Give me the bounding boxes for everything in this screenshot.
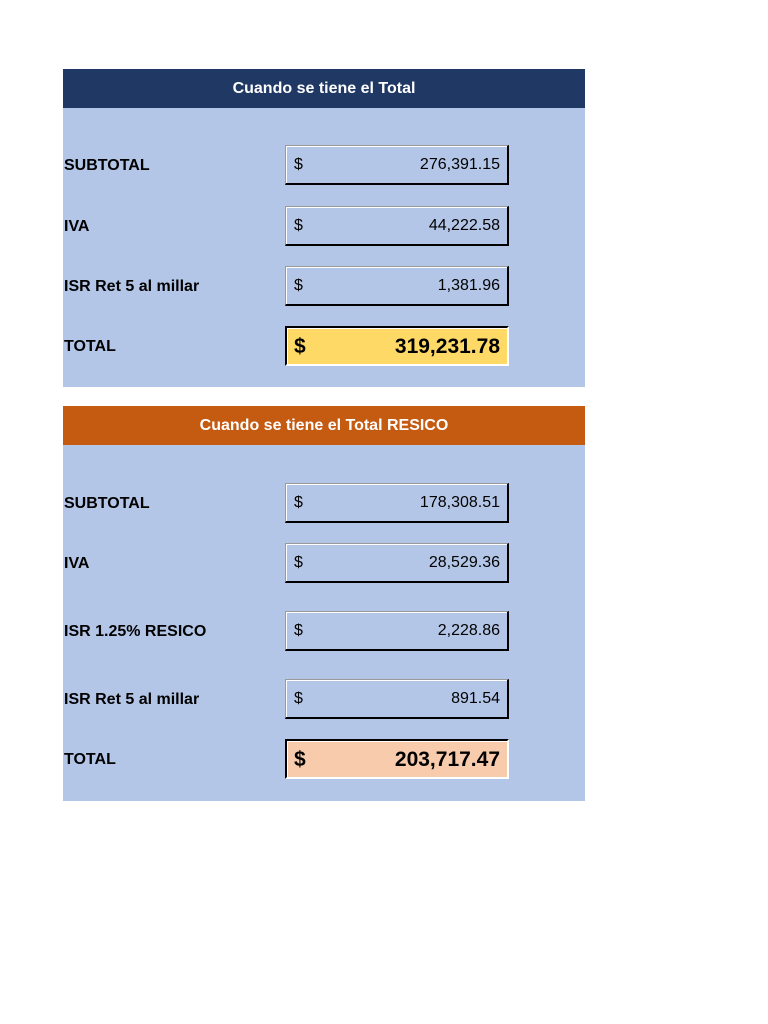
- currency-symbol: $: [294, 622, 303, 639]
- isr-resico-value: 2,228.86: [437, 622, 500, 639]
- subtotal-value: 276,391.15: [419, 156, 500, 173]
- total-calculation-section: [63, 69, 585, 387]
- isr-ret-cell[interactable]: [285, 266, 509, 306]
- total-label: TOTAL: [64, 751, 116, 768]
- subtotal-label: SUBTOTAL: [64, 157, 150, 174]
- isr-ret-value: 891.54: [451, 690, 500, 707]
- total-row: [63, 326, 585, 368]
- isr-resico-cell[interactable]: [285, 611, 509, 651]
- iva-cell[interactable]: [285, 543, 509, 583]
- isr-ret-row: [63, 679, 585, 721]
- isr-ret-cell[interactable]: [285, 679, 509, 719]
- currency-symbol: $: [294, 277, 303, 294]
- currency-symbol: $: [294, 156, 303, 173]
- isr-resico-label: ISR 1.25% RESICO: [64, 623, 207, 640]
- section-header-total: Cuando se tiene el Total: [63, 69, 585, 108]
- currency-symbol: $: [294, 217, 303, 234]
- iva-value: 28,529.36: [428, 554, 500, 571]
- isr-ret-value: 1,381.96: [437, 277, 500, 294]
- iva-label: IVA: [64, 555, 90, 572]
- total-cell[interactable]: [285, 326, 509, 366]
- currency-symbol: $: [294, 335, 306, 358]
- subtotal-value: 178,308.51: [419, 494, 500, 511]
- subtotal-cell[interactable]: [285, 145, 509, 185]
- iva-cell[interactable]: [285, 206, 509, 246]
- subtotal-label: SUBTOTAL: [64, 495, 150, 512]
- currency-symbol: $: [294, 494, 303, 511]
- currency-symbol: $: [294, 554, 303, 571]
- total-value: 319,231.78: [394, 335, 500, 358]
- isr-resico-row: [63, 611, 585, 653]
- section-header-resico: Cuando se tiene el Total RESICO: [63, 406, 585, 445]
- isr-ret-label: ISR Ret 5 al millar: [64, 691, 200, 708]
- iva-value: 44,222.58: [428, 217, 500, 234]
- iva-row: [63, 206, 585, 248]
- total-label: TOTAL: [64, 338, 116, 355]
- subtotal-row: [63, 145, 585, 187]
- isr-ret-row: [63, 266, 585, 308]
- isr-ret-label: ISR Ret 5 al millar: [64, 278, 200, 295]
- currency-symbol: $: [294, 690, 303, 707]
- total-row: [63, 739, 585, 781]
- resico-calculation-section: [63, 406, 585, 801]
- subtotal-cell[interactable]: [285, 483, 509, 523]
- total-cell[interactable]: [285, 739, 509, 779]
- total-value: 203,717.47: [394, 748, 500, 771]
- iva-label: IVA: [64, 218, 90, 235]
- iva-row: [63, 543, 585, 585]
- subtotal-row: [63, 483, 585, 525]
- currency-symbol: $: [294, 748, 306, 771]
